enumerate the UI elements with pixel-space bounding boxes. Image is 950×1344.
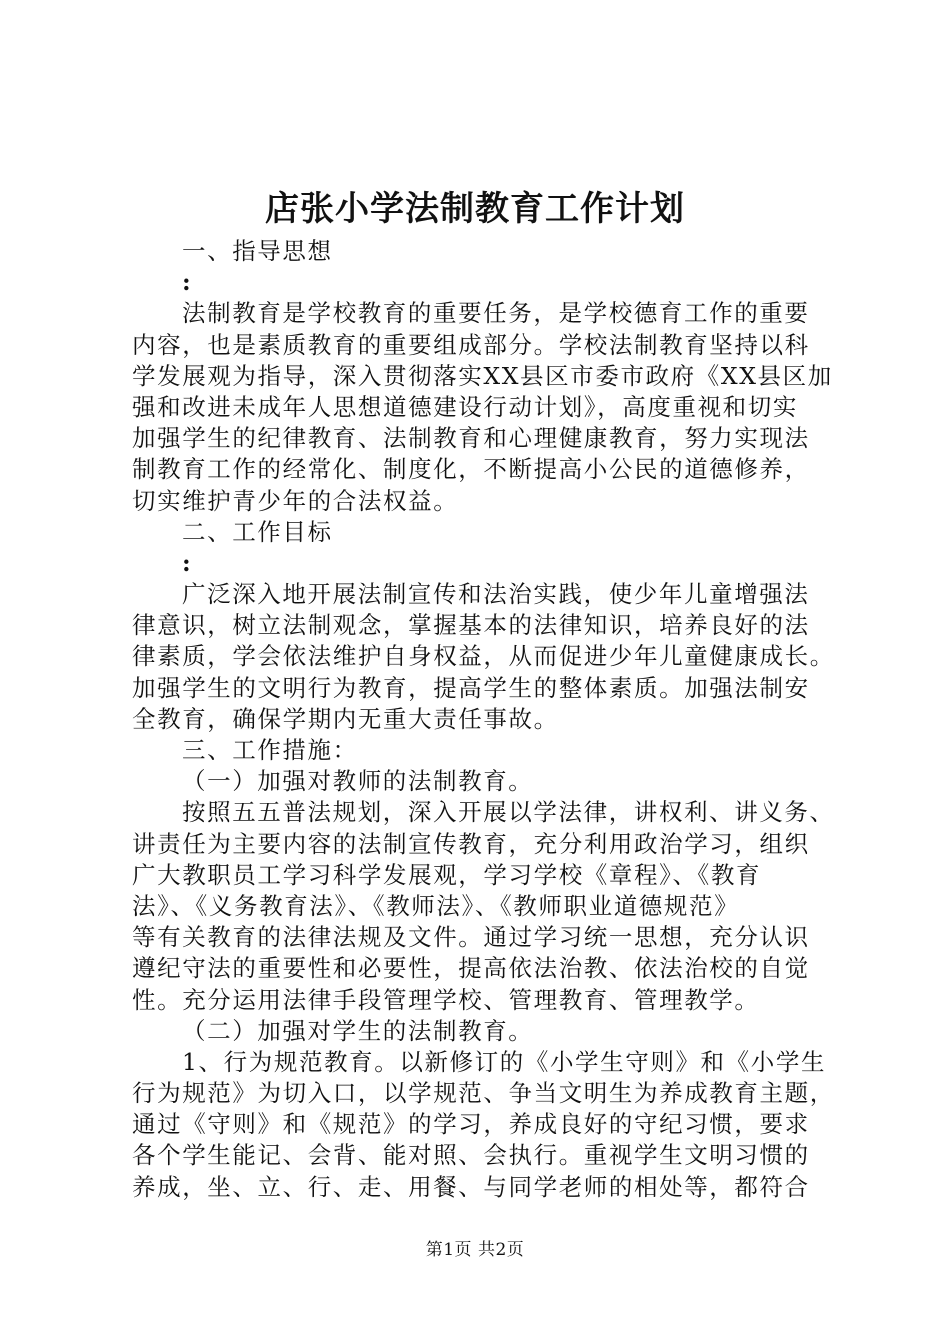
text-line: 法制教育是学校教育的重要任务，是学校德育工作的重要: [182, 299, 810, 328]
text-line: 行为规范》为切入口，以学规范、争当文明生为养成教育主题，: [132, 1079, 835, 1108]
text-line: 等有关教育的法律法规及文件。通过学习统一思想，充分认识: [132, 923, 810, 952]
text-line: :: [182, 548, 193, 577]
text-line: 律素质，学会依法维护自身权益，从而促进少年儿童健康成长。: [132, 642, 835, 671]
text-line: 内容，也是素质教育的重要组成部分。学校法制教育坚持以科: [132, 330, 810, 359]
text-line: 遵纪守法的重要性和必要性，提高依法治教、依法治校的自觉: [132, 954, 810, 983]
text-line: 二、工作目标: [182, 517, 333, 546]
text-line: 养成，坐、立、行、走、用餐、与同学老师的相处等，都符合: [132, 1172, 810, 1201]
text-line: 一、指导思想: [182, 237, 333, 265]
document-title: 店张小学法制教育工作计划: [265, 189, 685, 229]
text-line: 律意识，树立法制观念，掌握基本的法律知识，培养良好的法: [132, 611, 810, 640]
text-line: 讲责任为主要内容的法制宣传教育，充分利用政治学习，组织: [132, 829, 810, 858]
page-footer: 第1页 共2页: [425, 1240, 525, 1260]
document-body: [132, 236, 852, 1203]
text-line: 三、工作措施：: [182, 736, 358, 764]
text-line: 加强学生的纪律教育、法制教育和心理健康教育，努力实现法: [132, 424, 810, 453]
text-line: 广大教职员工学习科学发展观，学习学校《章程》、《教育: [132, 860, 762, 889]
text-line: （二）加强对学生的法制教育。: [182, 1016, 534, 1045]
text-line: 强和改进未成年人思想道德建设行动计划》，高度重视和切实: [132, 392, 798, 421]
text-line: 性。充分运用法律手段管理学校、管理教育、管理教学。: [132, 985, 760, 1014]
text-line: 全教育，确保学期内无重大责任事故。: [132, 704, 559, 733]
text-line: :: [182, 268, 193, 297]
text-line: 各个学生能记、会背、能对照、会执行。重视学生文明习惯的: [132, 1141, 810, 1170]
text-line: 按照五五普法规划，深入开展以学法律，讲权利、讲义务、: [182, 798, 835, 827]
text-line: （一）加强对教师的法制教育。: [182, 767, 534, 796]
text-line: 通过《守则》和《规范》的学习，养成良好的守纪习惯，要求: [132, 1110, 810, 1139]
text-line: 切实维护青少年的合法权益。: [132, 486, 459, 515]
text-line: 法》、《义务教育法》、《教师法》、《教师职业道德规范》: [132, 891, 740, 920]
text-line: 制教育工作的经常化、制度化，不断提高小公民的道德修养，: [132, 455, 810, 484]
text-line: 加强学生的文明行为教育，提高学生的整体素质。加强法制安: [132, 673, 810, 702]
text-line: 广泛深入地开展法制宣传和法治实践，使少年儿童增强法: [182, 580, 810, 609]
text-line: 学发展观为指导，深入贯彻落实XX县区市委市政府《XX县区加: [132, 361, 833, 390]
text-line: 1、行为规范教育。以新修订的《小学生守则》和《小学生: [182, 1047, 827, 1076]
